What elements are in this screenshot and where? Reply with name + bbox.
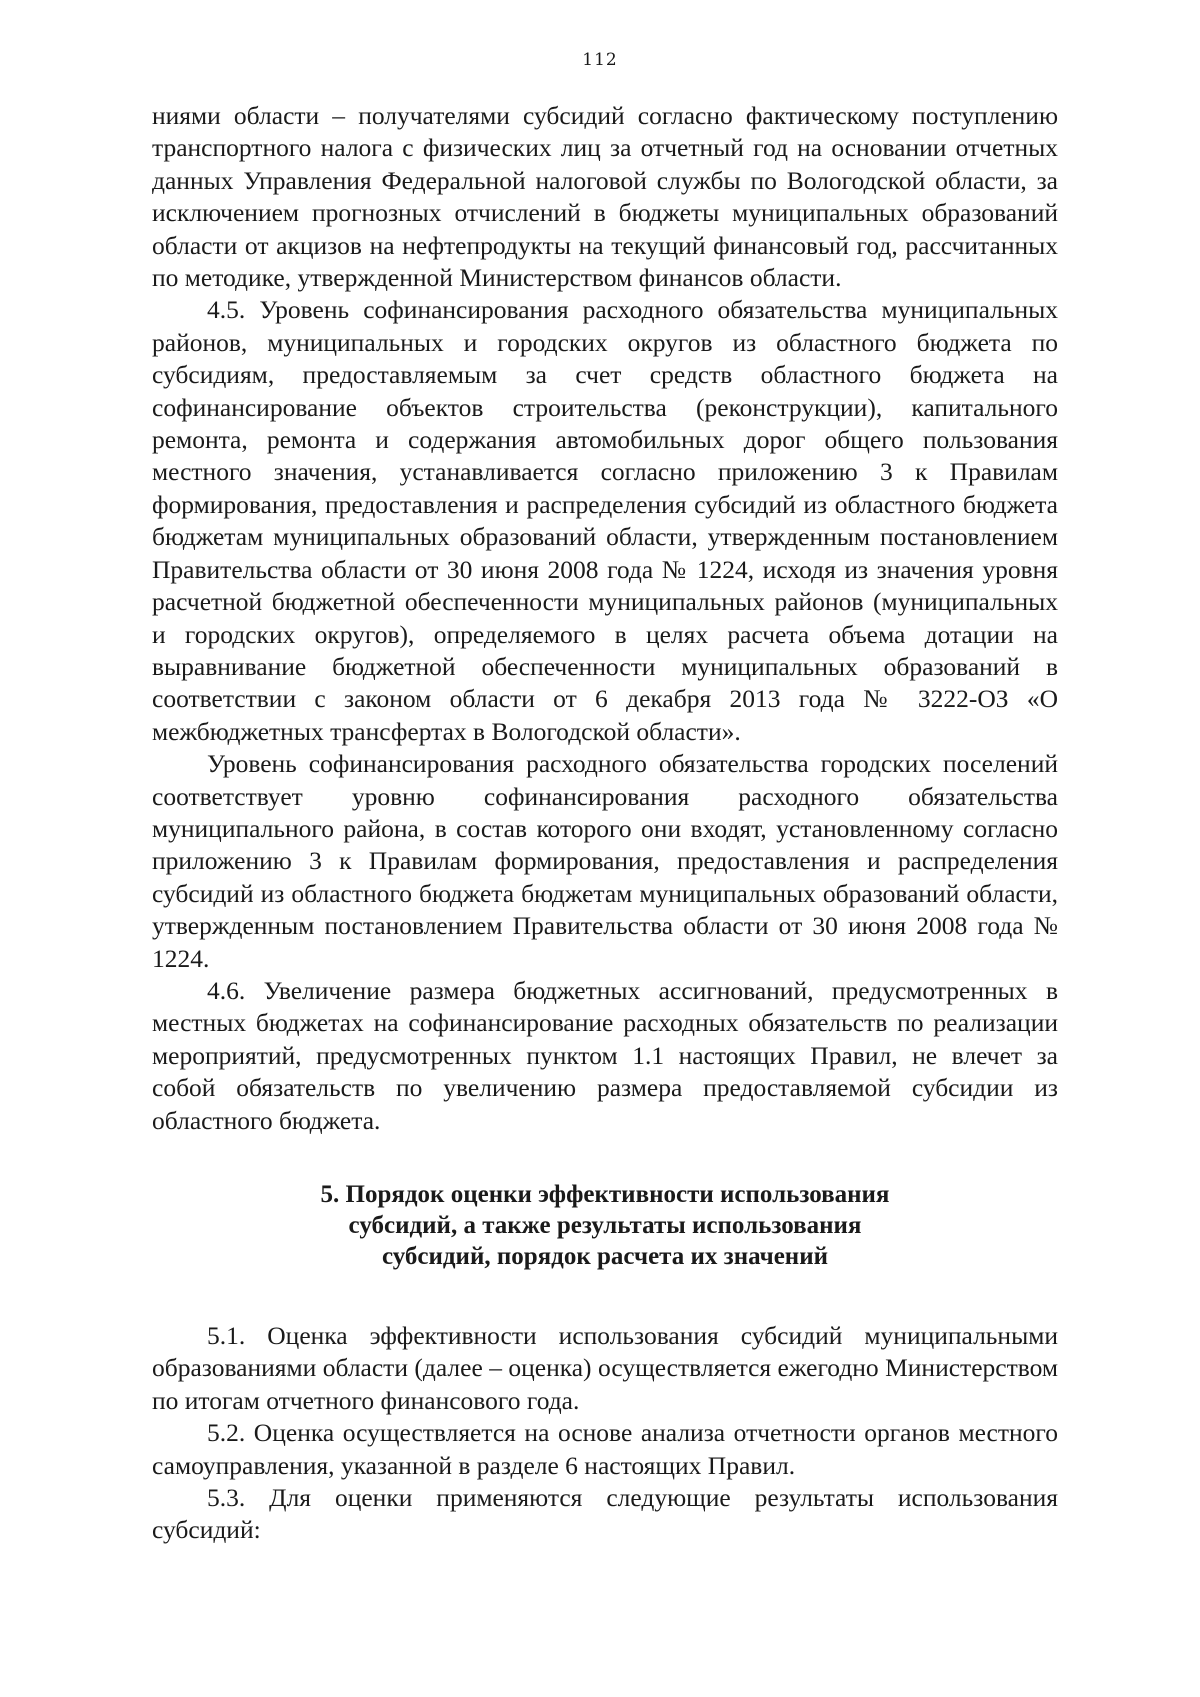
paragraph-5-2: 5.2. Оценка осуществляется на основе анализа отчетности органов местного самоуправления, указанной в разделе 6 настоящих Правил. bbox=[152, 1418, 1058, 1480]
section-heading-line-3: субсидий, порядок расчета их значений bbox=[381, 1243, 829, 1270]
document-body bbox=[152, 100, 1058, 1547]
paragraph-4-6: 4.6. Увеличение размера бюджетных ассигнований, предусмотренных в местных бюджетах на софинансирование расходных обязательств по реализации мероприятий, предусмотренных пунктом 1.1 настоящих Правил, не влечет за собой обязательств по увеличению размера предоставляемой субсидии из областного бюджета. bbox=[152, 975, 1058, 1135]
paragraph-5-3: 5.3. Для оценки применяются следующие результаты использования субсидий: bbox=[152, 1483, 1058, 1545]
paragraph-5-1: 5.1. Оценка эффективности использования субсидий муниципальными образованиями области (далее – оценка) осуществляется ежегодно Министерством по итогам отчетного финансового года. bbox=[152, 1321, 1058, 1415]
paragraph-urban-settlements: Уровень софинансирования расходного обязательства городских поселений соответствует уровню софинансирования расходного обязательства муниципального района, в состав которого они входят, установленному согласно приложению 3 к Правилам формирования, предоставления и распределения субсидий из областного бюджета бюджетам муниципальных образований области, утвержденным постановлением Правительства области от 30 июня 2008 года № 1224. bbox=[152, 749, 1058, 973]
section-heading-line-2: субсидий, а также результаты использования bbox=[348, 1212, 862, 1239]
paragraph-4-5: 4.5. Уровень софинансирования расходного обязательства муниципальных районов, муниципальных и городских округов из областного бюджета по субсидиям, предоставляемым за счет средств областного бюджета на софинансирование объектов строительства (реконструкции), капитального ремонта, ремонта и содержания автомобильных дорог общего пользования местного значения, устанавливается согласно приложению 3 к Правилам формирования, предоставления и распределения субсидий из областного бюджета бюджетам муниципальных образований области, утвержденным постановлением Правительства области от 30 июня 2008 года № 1224, исходя из значения уровня расчетной бюджетной обеспеченности муниципальных районов (муниципальных и городских округов), определяемого в целях расчета объема дотации на выравнивание бюджетной обеспеченности муниципальных образований в соответствии с законом области от 6 декабря 2013 года № 3222-ОЗ «О межбюджетных трансфертах в Вологодской области». bbox=[152, 295, 1058, 746]
paragraph-continuation: ниями области – получателями субсидий согласно фактическому поступлению транспортного налога с физических лиц за отчетный год на основании отчетных данных Управления Федеральной налоговой службы по Вологодской области, за исключением прогнозных отчислений в бюджеты муниципальных образований области от акцизов на нефтепродукты на текущий финансовый год, рассчитанных по методике, утвержденной Министерством финансов области. bbox=[152, 101, 1058, 293]
section-heading-line-1: 5. Порядок оценки эффективности использования bbox=[320, 1181, 890, 1208]
page-number: 112 bbox=[582, 50, 618, 70]
section-5-heading bbox=[152, 1179, 1058, 1272]
